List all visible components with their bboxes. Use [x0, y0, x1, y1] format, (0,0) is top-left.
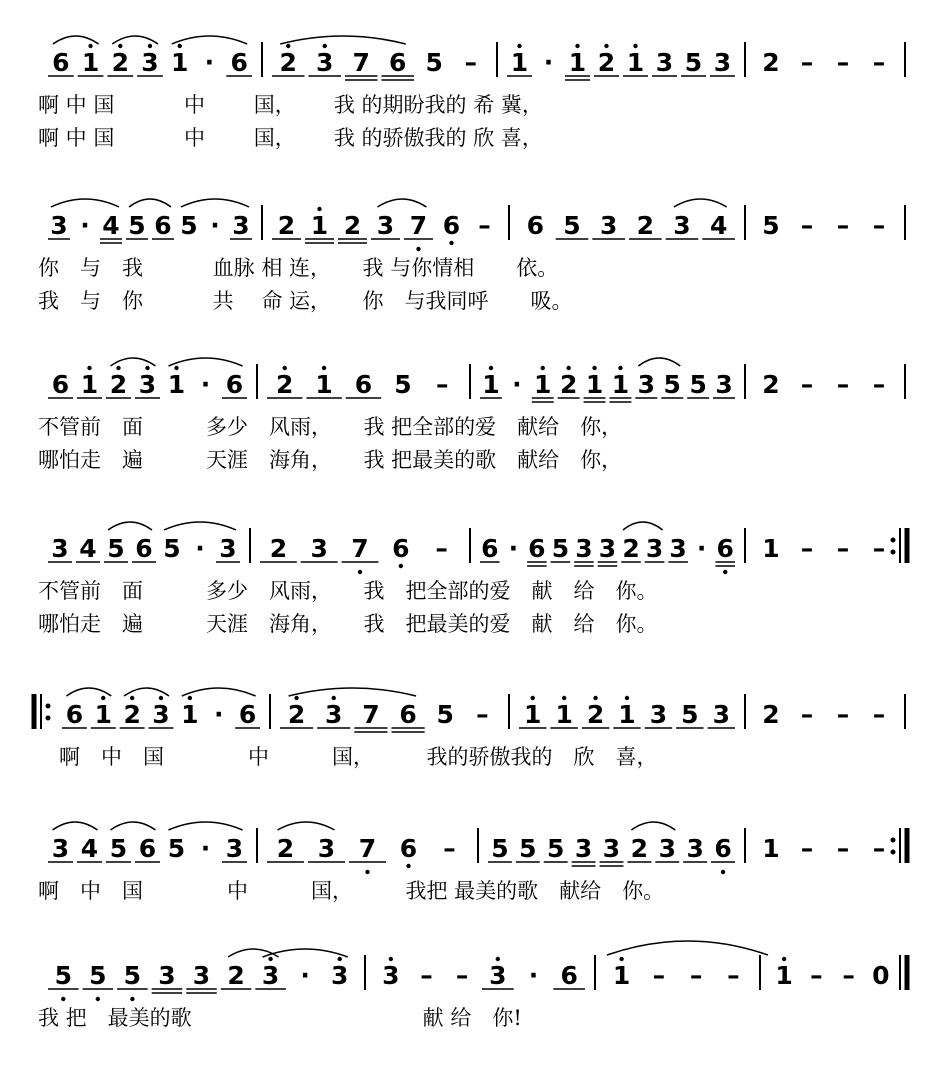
note-0-3-0: 2 [762, 48, 780, 77]
note-5-0-4: 5 [167, 834, 186, 863]
note-1-0-5: 5 [180, 211, 198, 240]
note-0-1-5: – [464, 48, 477, 77]
note-0-0-2: 2 [111, 48, 129, 77]
note-0-0-1: 1 [81, 48, 100, 77]
note-1-1-2: 2 [343, 211, 362, 240]
note-3-2-5: 3 [598, 534, 617, 563]
note-4-3-2: – [836, 700, 850, 729]
note-2-2-6: 3 [637, 370, 656, 399]
octave-dot-low [365, 870, 369, 874]
slur-arc [124, 688, 169, 696]
note-3-2-9: · [696, 534, 707, 563]
note-5-0-0: 3 [51, 834, 70, 863]
repeat-dot [891, 838, 896, 843]
slur-arc [53, 822, 98, 830]
octave-dot-high [178, 44, 182, 48]
note-6-2-0: 1 [612, 961, 631, 990]
slur-arc [51, 199, 119, 207]
octave-dot-high [283, 366, 287, 370]
note-2-3-2: – [836, 370, 850, 399]
note-4-0-4: 1 [181, 700, 199, 729]
note-4-2-2: 2 [586, 700, 605, 729]
note-6-0-5: 2 [227, 961, 245, 990]
note-2-0-5: · [200, 370, 211, 399]
note-5-2-7: 3 [686, 834, 704, 863]
note-3-3-0: 1 [762, 534, 780, 563]
note-6-3-1: – [810, 961, 823, 990]
note-1-3-0: 5 [762, 211, 780, 240]
octave-dot-high [159, 696, 163, 700]
octave-dot-high [116, 366, 120, 370]
note-6-1-4: · [528, 961, 539, 990]
lyric-line: 啊 中 国 中 国， 我 的骄傲我的 欣 喜， [38, 126, 543, 150]
note-3-3-3: – [872, 534, 886, 563]
note-6-0-0: 5 [54, 961, 72, 990]
note-2-0-6: 6 [225, 370, 244, 399]
note-3-1-0: 2 [269, 534, 288, 563]
slur-arc [111, 358, 156, 366]
note-0-2-5: 3 [655, 48, 674, 77]
note-3-2-3: 5 [551, 534, 570, 563]
note-0-3-3: – [872, 48, 886, 77]
note-5-2-1: 5 [519, 834, 537, 863]
note-2-1-2: 6 [354, 370, 373, 399]
octave-dot-high [489, 366, 493, 370]
octave-dot-high [496, 957, 500, 961]
note-3-2-1: · [508, 534, 519, 563]
note-6-2-1: – [652, 961, 666, 990]
note-5-1-0: 2 [276, 834, 295, 863]
note-0-1-4: 5 [425, 48, 443, 77]
note-6-0-7: · [300, 961, 310, 990]
octave-dot-high [317, 207, 321, 211]
note-1-3-1: – [800, 211, 814, 240]
note-4-1-0: 2 [287, 700, 306, 729]
note-0-2-2: 1 [568, 48, 587, 77]
note-5-3-2: – [836, 834, 850, 863]
note-1-0-4: 6 [154, 211, 172, 240]
note-4-0-3: 3 [152, 700, 170, 729]
octave-dot-high [592, 366, 596, 370]
note-3-0-6: 3 [219, 534, 237, 563]
note-5-2-0: 5 [491, 834, 509, 863]
octave-dot-low [96, 997, 100, 1001]
note-5-2-8: 6 [714, 834, 732, 863]
octave-dot-low [399, 564, 403, 568]
note-2-0-1: 1 [80, 370, 99, 399]
octave-dot-high [148, 44, 152, 48]
note-5-2-3: 3 [574, 834, 593, 863]
note-1-0-7: 3 [232, 211, 250, 240]
note-1-3-3: – [872, 211, 886, 240]
note-1-0-1: · [80, 211, 90, 240]
octave-dot-low [416, 247, 420, 251]
lyric-line: 我 与 你 共 命 运， 你 与我同呼 吸。 [38, 289, 573, 313]
note-1-2-2: 3 [599, 211, 618, 240]
slur-arc [172, 36, 247, 44]
slur-arc [280, 36, 406, 44]
slur-arc [53, 36, 99, 44]
note-5-1-4: – [443, 834, 456, 863]
note-5-0-2: 5 [109, 834, 128, 863]
note-2-0-2: 2 [109, 370, 128, 399]
octave-dot-high [604, 44, 608, 48]
note-3-2-7: 3 [645, 534, 664, 563]
note-2-3-3: – [872, 370, 886, 399]
octave-dot-high [618, 366, 622, 370]
note-0-2-1: · [543, 48, 554, 77]
octave-dot-high [87, 366, 91, 370]
octave-dot-low [449, 241, 453, 245]
note-0-1-0: 2 [279, 48, 297, 77]
note-3-3-1: – [800, 534, 814, 563]
note-2-3-1: – [800, 370, 814, 399]
note-1-1-4: 7 [409, 211, 428, 240]
note-1-1-5: 6 [442, 211, 461, 240]
note-3-0-4: 5 [163, 534, 181, 563]
note-4-2-5: 5 [681, 700, 699, 729]
octave-dot-high [625, 696, 629, 700]
octave-dot-high [531, 696, 535, 700]
octave-dot-low [723, 570, 727, 574]
note-3-0-0: 3 [51, 534, 69, 563]
octave-dot-high [517, 44, 521, 48]
note-2-1-4: – [436, 370, 449, 399]
note-0-2-0: 1 [510, 48, 529, 77]
octave-dot-high [593, 696, 597, 700]
slur-arc [378, 199, 427, 207]
note-0-2-3: 2 [597, 48, 616, 77]
octave-dot-high [101, 696, 105, 700]
note-5-0-3: 6 [138, 834, 157, 863]
note-4-0-2: 2 [123, 700, 141, 729]
note-3-0-2: 5 [107, 534, 125, 563]
lyric-line: 不管前 面 多少 风雨， 我 把全部的爱 献 给 你。 [38, 579, 658, 603]
octave-dot-high [575, 44, 579, 48]
note-4-1-2: 7 [362, 700, 380, 729]
note-2-2-4: 1 [585, 370, 604, 399]
note-0-1-3: 6 [389, 48, 407, 77]
octave-dot-high [389, 957, 393, 961]
note-4-1-5: – [476, 700, 489, 729]
note-6-1-1: – [420, 961, 433, 990]
note-0-1-2: 7 [352, 48, 370, 77]
note-2-2-3: 2 [559, 370, 578, 399]
note-4-2-6: 3 [712, 700, 730, 729]
note-6-1-5: 6 [560, 961, 578, 990]
note-3-1-3: 6 [392, 534, 410, 563]
repeat-dot [46, 716, 51, 721]
octave-dot-high [88, 44, 92, 48]
note-0-2-4: 1 [626, 48, 645, 77]
note-2-3-0: 2 [762, 370, 780, 399]
note-4-2-1: 1 [555, 700, 573, 729]
note-2-2-5: 1 [611, 370, 630, 399]
slur-arc [108, 522, 152, 530]
note-5-1-1: 3 [317, 834, 336, 863]
octave-dot-low [130, 997, 134, 1001]
octave-dot-high [541, 366, 545, 370]
slur-arc [164, 522, 236, 530]
slur-arc [638, 358, 680, 366]
note-4-0-0: 6 [65, 700, 84, 729]
note-3-1-2: 7 [351, 534, 369, 563]
note-1-1-0: 2 [277, 211, 296, 240]
note-3-2-0: 6 [481, 534, 499, 563]
slur-arc [674, 199, 727, 207]
note-3-0-1: 4 [79, 534, 97, 563]
note-1-2-0: 6 [526, 211, 545, 240]
note-0-0-3: 3 [141, 48, 159, 77]
note-6-0-2: 5 [123, 961, 142, 990]
slur-arc [169, 822, 243, 830]
octave-dot-high [782, 957, 786, 961]
note-0-0-0: 6 [52, 48, 70, 77]
note-5-2-6: 3 [658, 834, 676, 863]
octave-dot-high [633, 44, 637, 48]
note-1-0-2: 4 [102, 211, 120, 240]
slur-arc [278, 822, 335, 830]
slur-arc [623, 522, 663, 530]
note-5-3-1: – [800, 834, 814, 863]
note-4-3-3: – [872, 700, 886, 729]
note-0-0-6: 6 [230, 48, 248, 77]
note-2-1-1: 1 [315, 370, 333, 399]
lyric-line: 不管前 面 多少 风雨， 我 把全部的爱 献给 你， [38, 415, 623, 439]
octave-dot-high [338, 957, 342, 961]
octave-dot-high [118, 44, 122, 48]
lyric-line: 哪怕走 遍 天涯 海角， 我 把最美的歌 献给 你， [38, 448, 623, 472]
octave-dot-high [294, 696, 298, 700]
note-2-2-9: 3 [715, 370, 733, 399]
note-2-2-1: · [512, 370, 522, 399]
note-6-3-0: 1 [775, 961, 793, 990]
repeat-dot [46, 704, 51, 709]
octave-dot-high [323, 44, 327, 48]
note-0-2-7: 3 [713, 48, 732, 77]
slur-arc [66, 688, 111, 696]
note-6-3-2: – [842, 961, 855, 990]
slur-arc [289, 688, 417, 696]
note-2-0-4: 1 [167, 370, 186, 399]
slur-arc [631, 822, 675, 830]
slur-arc [228, 949, 279, 957]
note-3-2-8: 3 [669, 534, 687, 563]
note-6-0-3: 3 [158, 961, 176, 990]
note-5-1-2: 7 [358, 834, 377, 863]
octave-dot-high [332, 696, 336, 700]
note-5-1-3: 6 [399, 834, 418, 863]
note-2-2-8: 5 [689, 370, 707, 399]
note-3-2-4: 3 [575, 534, 593, 563]
note-6-3-3: 0 [872, 961, 890, 990]
note-6-1-2: – [455, 961, 469, 990]
note-6-0-8: 3 [331, 961, 349, 990]
note-2-1-0: 2 [275, 370, 294, 399]
note-1-2-3: 2 [636, 211, 655, 240]
octave-dot-high [562, 696, 566, 700]
octave-dot-high [130, 696, 134, 700]
note-1-0-6: · [210, 211, 220, 240]
repeat-dot [891, 550, 896, 555]
lyric-line: 哪怕走 遍 天涯 海角， 我 把最美的爱 献 给 你。 [38, 612, 658, 636]
slur-arc [181, 199, 249, 207]
note-5-0-5: · [200, 834, 211, 863]
note-4-3-0: 2 [762, 700, 780, 729]
note-4-1-4: 5 [436, 700, 454, 729]
octave-dot-high [268, 957, 272, 961]
note-5-0-6: 3 [225, 834, 244, 863]
note-0-2-6: 5 [684, 48, 703, 77]
lyric-line: 你 与 我 血脉 相 连， 我 与你情相 依。 [38, 256, 559, 280]
note-1-2-1: 5 [563, 211, 581, 240]
note-0-1-1: 3 [316, 48, 334, 77]
slur-arc [129, 199, 171, 207]
note-3-2-10: 6 [716, 534, 734, 563]
note-0-0-5: · [204, 48, 215, 77]
note-5-2-4: 3 [602, 834, 621, 863]
note-4-1-3: 6 [399, 700, 417, 729]
slur-arc [112, 36, 158, 44]
note-5-3-3: – [872, 834, 886, 863]
octave-dot-low [61, 997, 65, 1001]
octave-dot-low [358, 570, 362, 574]
slur-arc [169, 358, 243, 366]
octave-dot-high [286, 44, 290, 48]
note-3-1-4: – [435, 534, 448, 563]
note-6-0-6: 3 [261, 961, 280, 990]
note-5-0-1: 4 [80, 834, 99, 863]
lyric-line: 我 把 最美的歌 献 给 你! [38, 1006, 522, 1030]
octave-dot-high [174, 366, 178, 370]
note-3-3-2: – [836, 534, 850, 563]
note-6-2-3: – [727, 961, 740, 990]
octave-dot-high [566, 366, 570, 370]
note-4-2-3: 1 [618, 700, 636, 729]
note-2-2-0: 1 [482, 370, 500, 399]
note-4-0-6: 6 [238, 700, 257, 729]
note-4-1-1: 3 [325, 700, 343, 729]
note-1-2-5: 4 [709, 211, 728, 240]
note-4-3-1: – [800, 700, 814, 729]
note-2-2-2: 1 [534, 370, 552, 399]
lyric-line: 啊 中 国 中 国， 我 的期盼我的 希 冀， [38, 93, 543, 117]
note-3-0-3: 6 [135, 534, 153, 563]
octave-dot-high [322, 366, 326, 370]
note-1-0-0: 3 [50, 211, 68, 240]
note-6-0-1: 5 [89, 961, 107, 990]
octave-dot-low [406, 864, 410, 868]
note-5-2-5: 2 [630, 834, 649, 863]
note-4-2-4: 3 [649, 700, 668, 729]
note-6-1-0: 3 [382, 961, 400, 990]
note-5-3-0: 1 [762, 834, 780, 863]
note-1-0-3: 5 [128, 211, 146, 240]
note-2-0-0: 6 [51, 370, 70, 399]
note-0-3-2: – [836, 48, 850, 77]
repeat-dot [891, 538, 896, 543]
lyric-line: 啊 中 国 中 国， 我把 最美的歌 献给 你。 [38, 879, 665, 903]
note-6-1-3: 3 [489, 961, 507, 990]
octave-dot-high [188, 696, 192, 700]
lyric-line: 啊 中 国 中 国， 我的骄傲我的 欣 喜， [38, 745, 658, 769]
note-4-0-1: 1 [94, 700, 112, 729]
repeat-dot [891, 850, 896, 855]
slur-arc [182, 688, 256, 696]
note-2-0-3: 3 [138, 370, 157, 399]
note-6-0-4: 3 [192, 961, 211, 990]
note-3-0-5: · [195, 534, 205, 563]
slur-arc [111, 822, 156, 830]
note-4-0-5: · [213, 700, 224, 729]
octave-dot-high [145, 366, 149, 370]
octave-dot-high [619, 957, 623, 961]
note-1-3-2: – [836, 211, 850, 240]
note-6-2-2: – [689, 961, 703, 990]
note-2-2-7: 5 [663, 370, 681, 399]
note-0-0-4: 1 [171, 48, 189, 77]
note-5-2-2: 5 [547, 834, 565, 863]
note-3-2-2: 6 [528, 534, 546, 563]
octave-dot-low [721, 870, 725, 874]
note-4-2-0: 1 [524, 700, 542, 729]
note-1-1-1: 1 [310, 211, 329, 240]
tie-arc [607, 941, 768, 955]
note-1-2-4: 3 [673, 211, 691, 240]
note-3-2-6: 2 [622, 534, 640, 563]
note-1-1-6: – [478, 211, 491, 240]
note-1-1-3: 3 [376, 211, 395, 240]
note-0-3-1: – [800, 48, 814, 77]
note-3-1-1: 3 [310, 534, 328, 563]
note-2-1-3: 5 [394, 370, 412, 399]
